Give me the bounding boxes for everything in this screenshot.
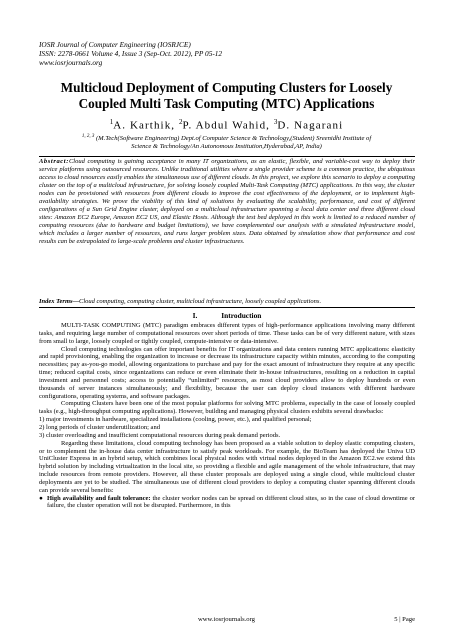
bullet-item <box>39 495 415 511</box>
list-item-1: 1) major investments in hardware, specialized installations (cooling, power, etc.), and qualified personal; <box>39 416 312 424</box>
section-number: I. <box>192 311 198 320</box>
index-terms-text: Cloud computing, computing cluster, multicloud infrastructure, loosely coupled applications. <box>79 298 322 305</box>
abstract-label: Abstract: <box>39 158 69 165</box>
section-heading <box>39 311 415 320</box>
abstract-top-rule <box>39 156 415 157</box>
page-number: 5 | Page <box>394 616 415 623</box>
journal-url: www.iosrjournals.org <box>39 58 103 67</box>
paper-title <box>40 80 413 112</box>
bullet-text: the cluster worker nodes can be spread on different cloud sites, so in the case of cloud downtime or failure, the cluster operation will not be disrupted. Furthermore, in this <box>47 494 415 510</box>
list-item-3: 3) cluster overloading and insufficient computational resources during peak demand periods. <box>39 431 281 439</box>
issn-line: ISSN: 2278-0661 Volume 4, Issue 3 (Sep-Oct. 2012), PP 05-12 <box>39 49 223 58</box>
affiliation-line-2: Science & Technology/An Autonomous Institution,Hyderabad,AP, India) <box>131 143 322 151</box>
title-line-2: Coupled Multi Task Computing (MTC) Applications <box>78 96 375 111</box>
abstract-bottom-rule <box>39 307 415 308</box>
bullet-icon: ● <box>39 494 43 502</box>
abstract <box>39 158 415 247</box>
paragraph-1: MULTI-TASK COMPUTING (MTC) paradigm embraces different types of high-performance applications involving many different tasks, and requiring large number of computational resources over short periods of time. These tasks can be of very different nature, with sizes from small to large, loosely coupled or tightly coupled, compute-intensive or data-intensive. <box>39 322 415 345</box>
abstract-text: Cloud computing is gaining acceptance in many IT organizations, as an elastic, flexible, and variable-cost way to deploy their service platforms using outsourced resources. Unlike traditional utilities where a single provider scheme is a common practice, the ubiquitous access to cloud resources easily enables the simultaneous use of different clouds. In this project, we explore this scenario to deploy a computing cluster on the top of a multicloud infrastructure, for solving loosely coupled Multi-Task Computing (MTC) applications. In this way, the cluster nodes can be provisioned with resources from different clouds to improve the cost effectiveness of the deployment, or to implement high-availability strategies. We prove the viability of this kind of solutions by evaluating the scalability, performance, and cost of different configurations of a Sun Grid Engine cluster, deployed on a multicloud infrastructure spanning a local data center and three different cloud sites: Amazon EC2 Europe, Amazon EC2 US, and Elastic Hosts. Although the test bed deployed in this work is limited to a reduced number of computing resources (due to hardware and budget limitations), we have complemented our analysis with a simulated infrastructure model, which includes a larger number of resources, and runs larger problem sizes. Data obtained by simulation show that performance and cost results can be extrapolated to large-scale problems and cluster infrastructures. <box>39 158 415 246</box>
author-1: A. Karthik, <box>113 119 179 132</box>
footer-url: www.iosrjournals.org <box>198 616 255 623</box>
index-terms <box>39 298 415 306</box>
affiliation-line-1: (M.Tech(Software Engineering) Dept.of Computer Science & Technology,(Student) Sreenidhi Institute of <box>95 135 372 143</box>
index-terms-label: Index Terms— <box>39 298 80 305</box>
journal-name: IOSR Journal of Computer Engineering (IOSRJCE) <box>39 40 191 49</box>
authors <box>40 118 413 132</box>
affiliation-numbers: 1, 2, 3 <box>81 134 95 139</box>
body-text <box>39 322 415 510</box>
author-3-number: 3 <box>273 118 278 126</box>
author-3: D. Nagarani <box>277 119 344 132</box>
paragraph-3: Computing Clusters have been one of the most popular platforms for solving MTC problems, especially in the case of loosely coupled tasks (e.g., high-throughput computing applications). However, building and managing physical clusters exhibits several drawbacks: <box>39 400 415 416</box>
paragraph-4: Regarding these limitations, cloud computing technology has been proposed as a viable solution to deploy elastic computing clusters, or to complement the in-house data center infrastructure to satisfy peak workloads. For example, the BioTeam has deployed the Univa UD UniCluster Express in an hybrid setup, which combines local physical nodes with virtual nodes deployed in the Amazon EC2.we extend this hybrid solution by including virtualization in the local site, so providing a flexible and agile management of the whole infrastructure, that may include resources from remote providers. However, all these cluster proposals are deployed using a single cloud, while multicloud cluster deployments are yet to be studied. The simultaneous use of different cloud providers to deploy a computing cluster spanning different clouds can provide several benefits: <box>39 439 415 494</box>
author-2-number: 2 <box>179 118 183 126</box>
author-2: P. Abdul Wahid, <box>182 119 274 132</box>
list-item-2: 2) long periods of cluster underutilization; and <box>39 423 160 431</box>
affiliation <box>40 133 413 152</box>
author-1-number: 1 <box>109 118 114 126</box>
title-line-1: Multicloud Deployment of Computing Clusters for Loosely <box>60 80 393 95</box>
bullet-label: High availability and fault tolerance: <box>47 494 151 502</box>
section-title: Introduction <box>221 311 262 320</box>
paragraph-2: Cloud computing technologies can offer important benefits for IT organizations and data centers running MTC applications: elasticity and rapid provisioning, enabling the organization to increase or decrease its infrastructure capacity within minutes, according to the computing necessities; pay as-you-go model, allowing organizations to purchase and pay for the exact amount of infrastructure they require at any specific time; reduced capital costs, since organizations can reduce or even eliminate their in-house infrastructures, resulting on a reduction in capital investment and personnel costs; access to potentially “unlimited” resources, as most cloud providers allow to deploy hundreds or even thousands of server instances simultaneously; and flexibility, because the user can deploy cloud instances with different hardware configurations, operating systems, and software packages. <box>39 345 415 400</box>
